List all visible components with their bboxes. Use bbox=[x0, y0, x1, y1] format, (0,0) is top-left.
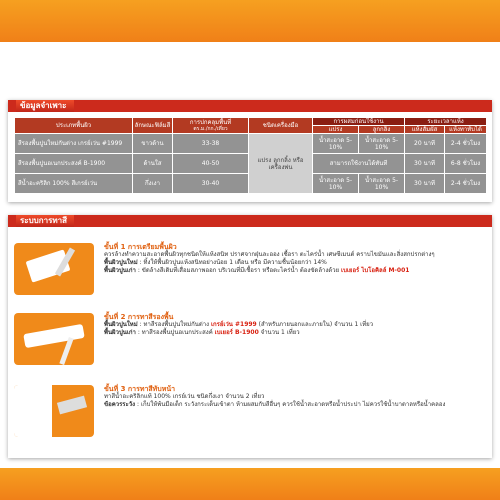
step2-old-product: เบเยอร์ B-1900 bbox=[214, 329, 259, 336]
step2-old-text: : ทาสีรองพื้นปูนอเนกประสงค์ bbox=[137, 329, 213, 336]
col-coverage-unit: ตร.ม./กก./เที่ยว bbox=[193, 125, 228, 132]
step1-new-line bbox=[104, 259, 486, 267]
step2-new-line bbox=[104, 321, 486, 329]
step2-image bbox=[14, 313, 94, 365]
step2-old-label: พื้นผิวปูนเก่า bbox=[104, 329, 136, 336]
step-1 bbox=[14, 243, 486, 303]
step2-new-label: พื้นผิวปูนใหม่ bbox=[104, 321, 138, 328]
row3-recoat: 2-4 ชั่วโมง bbox=[445, 174, 487, 194]
bottom-orange-band bbox=[0, 468, 500, 500]
col-drying: ระยะเวลาแห้ง bbox=[405, 118, 487, 126]
step2-old-line bbox=[104, 329, 486, 337]
spec-panel bbox=[8, 100, 492, 202]
col-touch-dry: แห้งสัมผัส bbox=[405, 126, 445, 134]
table-row bbox=[15, 134, 487, 154]
col-surface: ประเภทพื้นผิว bbox=[15, 118, 133, 134]
step1-image bbox=[14, 243, 94, 295]
system-header-bar bbox=[8, 215, 492, 227]
row2-mixing: สามารถใช้งานได้ทันที bbox=[313, 154, 405, 174]
step1-intro: ควรล้างทำความสะอาดพื้นผิวทุกชนิดให้แห้งสนิท ปราศจากฝุ่นละออง เชื้อรา ตะไคร่น้ำ เศษซีเมนต์ คราบไขมันและสิ่งสกปรกต่างๆ bbox=[104, 251, 435, 258]
col-coverage-title: การปกคลุมพื้นที่ bbox=[189, 118, 232, 126]
row1-film: ขาวด้าน bbox=[133, 134, 173, 154]
step3-image bbox=[14, 385, 94, 437]
step2-new-note: (สำหรับภายนอกและภายใน) จำนวน 1 เที่ยว bbox=[258, 321, 374, 328]
row3-brush: น้ำสะอาด 5-10% bbox=[313, 174, 359, 194]
col-mixing: การผสมก่อนใช้งาน bbox=[313, 118, 405, 126]
step1-old-label: พื้นผิวปูนเก่า bbox=[104, 267, 136, 274]
step3-line1: ทาสีน้ำอะคริลิกแท้ 100% เกรย์เว่น ชนิดกึ่งเงา จำนวน 2 เที่ยว bbox=[104, 393, 265, 400]
col-brush: แปรง bbox=[313, 126, 359, 134]
col-roller: ลูกกลิ้ง bbox=[359, 126, 405, 134]
step3-caution-line bbox=[104, 401, 486, 409]
step1-old-text: : ขัดล้างสีเดิมที่เสื่อมสภาพออก บริเวณที่มีเชื้อรา หรือตะไคร่น้ำ ต้องขัดล้างด้วย bbox=[137, 267, 340, 274]
row1-cover: 33-38 bbox=[173, 134, 249, 154]
row2-touch: 30 นาที bbox=[405, 154, 445, 174]
step-2 bbox=[14, 313, 486, 373]
step1-text bbox=[104, 243, 486, 275]
col-film: ลักษณะฟิล์มสี bbox=[133, 118, 173, 134]
row2-cover: 40-50 bbox=[173, 154, 249, 174]
spec-header-bar bbox=[8, 100, 492, 112]
step1-old-line bbox=[104, 267, 486, 275]
row3-film: กึ่งเงา bbox=[133, 174, 173, 194]
step-3 bbox=[14, 385, 486, 445]
step2-new-product: เกรย์เว่น #1999 bbox=[210, 321, 257, 328]
step1-new-label: พื้นผิวปูนใหม่ bbox=[104, 259, 138, 266]
caution-label: ข้อควรระวัง bbox=[104, 401, 136, 408]
tool-cell: แปรง ลูกกลิ้ง หรือ เครื่องพ่น bbox=[249, 134, 313, 194]
caution-text: : เก็บให้พ้นมือเด็ก ระวังกระเด็นเข้าตา ห้ามผสมกับสีอื่นๆ ควรใช้น้ำสะอาดหรือน้ำประปา ไม่ควรใช้น้ำบาดาลหรือน้ำคลอง bbox=[136, 401, 446, 408]
row2-surface: สีรองพื้นปูนอเนกประสงค์ B-1900 bbox=[15, 154, 133, 174]
spec-tab[interactable]: ข้อมูลจำเพาะ bbox=[16, 100, 74, 112]
step1-new-text: : ทิ้งให้พื้นผิวปูนแห้งสนิทอย่างน้อย 1 เดือน หรือ มีความชื้นน้อยกว่า 14% bbox=[139, 259, 327, 266]
row3-surface: สีน้ำอะคริลิก 100% สีเกรย์เว่น bbox=[15, 174, 133, 194]
roller-shape bbox=[23, 324, 85, 348]
spec-table bbox=[14, 117, 487, 194]
row1-roller: น้ำสะอาด 5-10% bbox=[359, 134, 405, 154]
col-recoat: แห้งทาทับได้ bbox=[445, 126, 487, 134]
row2-film: ด้านใส bbox=[133, 154, 173, 174]
painted-wall-shape bbox=[14, 385, 52, 437]
col-tool: ชนิดเครื่องมือ bbox=[249, 118, 313, 134]
col-coverage bbox=[173, 118, 249, 134]
row2-recoat: 6-8 ชั่วโมง bbox=[445, 154, 487, 174]
system-tab[interactable]: ระบบการทาสี bbox=[16, 215, 74, 227]
row1-surface: สีรองพื้นปูนใหม่กันด่าง เกรย์เว่น #1999 bbox=[15, 134, 133, 154]
top-orange-band bbox=[0, 0, 500, 42]
step3-title: ขั้นที่ 3 การทาสีทับหน้า bbox=[104, 385, 176, 393]
row3-roller: น้ำสะอาด 5-10% bbox=[359, 174, 405, 194]
step3-text bbox=[104, 385, 486, 409]
row3-cover: 30-40 bbox=[173, 174, 249, 194]
step2-title: ขั้นที่ 2 การทาสีรองพื้น bbox=[104, 313, 174, 321]
row1-brush: น้ำสะอาด 5-10% bbox=[313, 134, 359, 154]
step2-text bbox=[104, 313, 486, 337]
step1-title: ขั้นที่ 1 การเตรียมพื้นผิว bbox=[104, 243, 177, 251]
step2-old-note: จำนวน 1 เที่ยว bbox=[260, 329, 300, 336]
step1-old-product: เบเยอร์ ไบโอคิลล์ M-001 bbox=[341, 267, 410, 274]
row1-touch: 20 นาที bbox=[405, 134, 445, 154]
step2-new-text: : ทาสีรองพื้นปูนใหม่กันด่าง bbox=[139, 321, 210, 328]
row1-recoat: 2-4 ชั่วโมง bbox=[445, 134, 487, 154]
row3-touch: 30 นาที bbox=[405, 174, 445, 194]
painting-system-panel bbox=[8, 215, 492, 458]
brush-shape bbox=[57, 396, 87, 415]
